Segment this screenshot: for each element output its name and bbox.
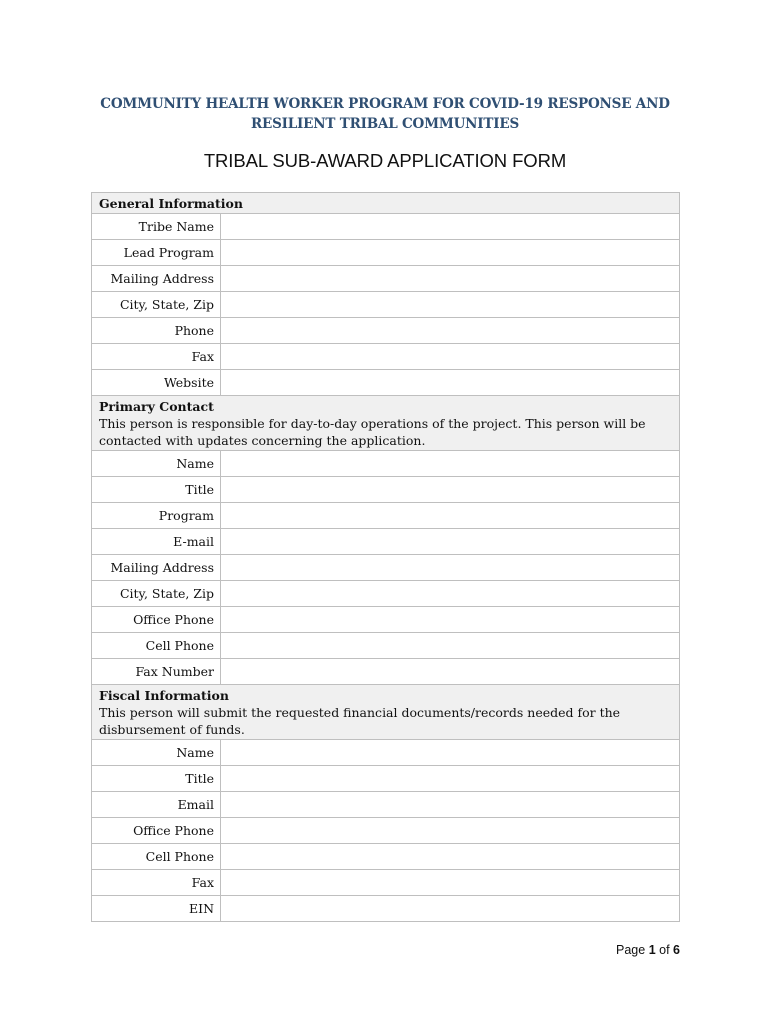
form-row — [92, 318, 680, 344]
lead-program-field[interactable] — [221, 240, 680, 266]
section-title: Fiscal Information — [99, 688, 229, 703]
field-label: Tribe Name — [92, 214, 221, 240]
field-label: Name — [92, 451, 221, 477]
fiscal-ein-field[interactable] — [221, 896, 680, 922]
website-field[interactable] — [221, 370, 680, 396]
field-label: Office Phone — [92, 818, 221, 844]
fiscal-cell-phone-field[interactable] — [221, 844, 680, 870]
field-label: City, State, Zip — [92, 292, 221, 318]
field-label: Cell Phone — [92, 633, 221, 659]
contact-title-field[interactable] — [221, 477, 680, 503]
section-description: This person will submit the requested financial documents/records needed for the disbursement of funds. — [99, 705, 621, 737]
section-description: This person is responsible for day-to-day operations of the project. This person will be contacted with updates concerning the application. — [99, 416, 646, 448]
section-fiscal-header — [92, 685, 680, 740]
contact-fax-number-field[interactable] — [221, 659, 680, 685]
program-header-line2: RESILIENT TRIBAL COMMUNITIES — [250, 116, 520, 132]
form-row — [92, 607, 680, 633]
form-row — [92, 477, 680, 503]
form-row — [92, 503, 680, 529]
field-label: Title — [92, 766, 221, 792]
form-row — [92, 818, 680, 844]
application-form-table — [91, 192, 680, 922]
page-word: Page — [616, 943, 646, 957]
section-primary-header — [92, 396, 680, 451]
form-row — [92, 344, 680, 370]
section-general-header — [92, 193, 680, 214]
fiscal-name-field[interactable] — [221, 740, 680, 766]
form-row — [92, 529, 680, 555]
field-label: Fax Number — [92, 659, 221, 685]
field-label: Mailing Address — [92, 266, 221, 292]
total-pages: 6 — [673, 943, 680, 957]
field-label: EIN — [92, 896, 221, 922]
field-label: Fax — [92, 344, 221, 370]
section-title: Primary Contact — [99, 399, 214, 414]
of-word: of — [659, 943, 670, 957]
form-row — [92, 633, 680, 659]
field-label: E-mail — [92, 529, 221, 555]
section-title: General Information — [99, 196, 243, 211]
field-label: Name — [92, 740, 221, 766]
field-label: Email — [92, 792, 221, 818]
field-label: Website — [92, 370, 221, 396]
field-label: Program — [92, 503, 221, 529]
fiscal-office-phone-field[interactable] — [221, 818, 680, 844]
fiscal-email-field[interactable] — [221, 792, 680, 818]
form-title: TRIBAL SUB-AWARD APPLICATION FORM — [203, 150, 567, 171]
form-row — [92, 896, 680, 922]
contact-name-field[interactable] — [221, 451, 680, 477]
field-label: Fax — [92, 870, 221, 896]
program-header — [0, 94, 770, 134]
current-page: 1 — [648, 943, 656, 957]
page-number — [616, 943, 680, 957]
form-row — [92, 240, 680, 266]
form-row — [92, 740, 680, 766]
form-row — [92, 659, 680, 685]
program-header-line1: COMMUNITY HEALTH WORKER PROGRAM FOR COVID-19 RESPONSE AND — [100, 96, 670, 112]
form-row — [92, 555, 680, 581]
city-state-zip-field[interactable] — [221, 292, 680, 318]
contact-city-state-zip-field[interactable] — [221, 581, 680, 607]
field-label: Phone — [92, 318, 221, 344]
contact-mailing-address-field[interactable] — [221, 555, 680, 581]
form-row — [92, 370, 680, 396]
field-label: Lead Program — [92, 240, 221, 266]
fiscal-title-field[interactable] — [221, 766, 680, 792]
form-row — [92, 766, 680, 792]
contact-email-field[interactable] — [221, 529, 680, 555]
field-label: Title — [92, 477, 221, 503]
field-label: Office Phone — [92, 607, 221, 633]
contact-office-phone-field[interactable] — [221, 607, 680, 633]
field-label: Mailing Address — [92, 555, 221, 581]
form-row — [92, 870, 680, 896]
form-row — [92, 266, 680, 292]
form-row — [92, 292, 680, 318]
fiscal-fax-field[interactable] — [221, 870, 680, 896]
contact-program-field[interactable] — [221, 503, 680, 529]
form-row — [92, 792, 680, 818]
form-row — [92, 844, 680, 870]
form-row — [92, 214, 680, 240]
form-row — [92, 451, 680, 477]
field-label: City, State, Zip — [92, 581, 221, 607]
form-row — [92, 581, 680, 607]
fax-field[interactable] — [221, 344, 680, 370]
field-label: Cell Phone — [92, 844, 221, 870]
contact-cell-phone-field[interactable] — [221, 633, 680, 659]
mailing-address-field[interactable] — [221, 266, 680, 292]
phone-field[interactable] — [221, 318, 680, 344]
tribe-name-field[interactable] — [221, 214, 680, 240]
